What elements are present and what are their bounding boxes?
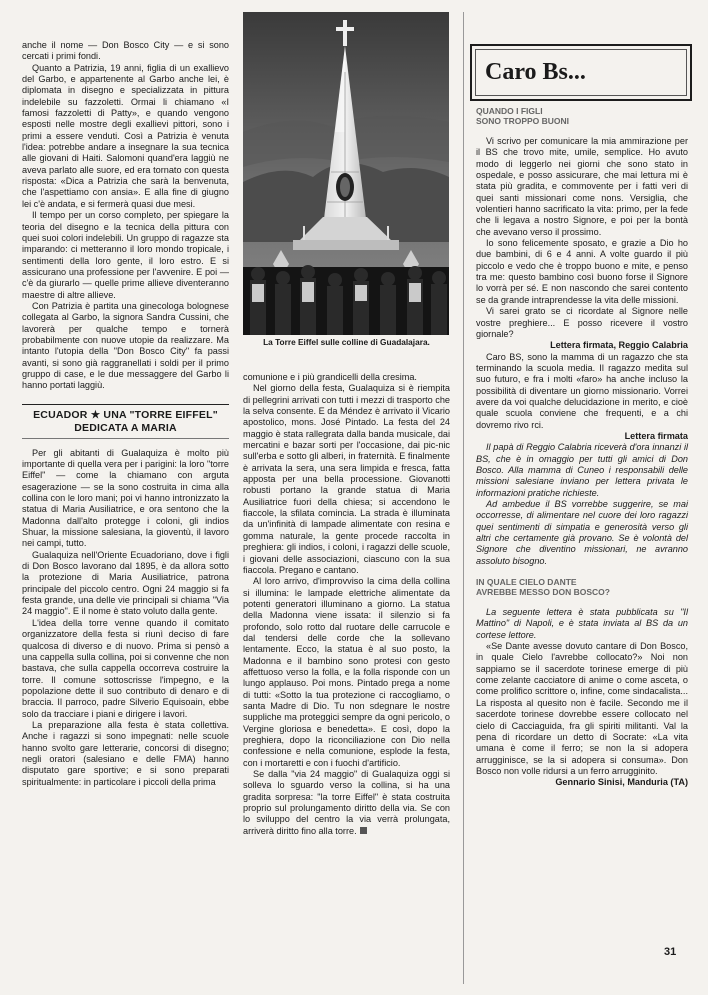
paragraph: Vi sarei grato se ci ricordate al Signore nelle vostre preghiere... E posso ricevere il vostro giornale? [476,306,688,339]
editor-intro: La seguente lettera è stata pubblicata su "Il Mattino" di Napoli, e è stata inviata al BS da un cortese lettore. [476,607,688,640]
letter-signature: Gennario Sinisi, Manduria (TA) [555,777,688,788]
paragraph: Per gli abitanti di Gualaquiza è molto più importante di quella vera per i parigini: la loro "torre Eiffel" — come la chiamano con arguta esagerazione — se la sono costruita in cima alla collina con le loro mani; poi vi hanno intronizzato la statua di Maria Ausiliatrice, e ora sentono che la Madonna dall'alto protegge i coloni, gli indios Shuar, la missione salesiana, la gioventù, il lavoro nei campi, tutto. [22,447,229,549]
editor-reply: Ad ambedue il BS vorrebbe suggerire, se mai occorresse, di alimentare nel cuore dei loro ragazzi quei sentimenti di simpatia e generosità verso gli altri che certamente già provano. Se è volontà del Signore che diventino missionari, ne avranno assoluto bisogno. [476,499,688,566]
letter-signature: Lettera firmata [624,430,688,441]
section-title: Caro Bs... [485,59,586,85]
article-headline [22,405,229,438]
paragraph: comunione e i più grandicelli della cresima. [243,372,417,382]
paragraph: Con Patrizia è partita una ginecologa bolognese collegata al Garbo, la signora Sandra Cussini, che lavorerà per qualche tempo e tornerà probabilmente con nuove utopie da realizzare. Ma intanto l'utopia della "Don Bosco City" fa passi avanti, si sono già raggranellati i soldi per il primo gruppo di case, e le due messaggere del Garbo li hanno portati laggiù. [22,300,229,391]
divider [22,438,229,439]
letter-signature: Lettera firmata, Reggio Calabria [550,340,688,351]
column-middle [243,372,450,837]
paragraph: Nel giorno della festa, Gualaquiza si è riempita di pellegrini arrivati con tutti i mezzi di trasporto che la selva consente. E da Méndez è arrivato il Vicario apostolico, mons. José Pintado. La festa del 24 maggio è stata rallegrata dalla banda musicale, dai mercatini e bazar sorti per l'occasione, dai pic-nic sull'erba e sotto gli alberi, in fraternità. E finalmente è arrivata la sera, una sera limpida e fresca, fatta apposta per una bella processione. Giovanotti robusti portano la grande statua di Maria Ausiliatrice fuori della chiesa; si accendono le fiaccole, la sfilata comincia. La strada è illuminata da un'infinità di lampade alimentate con resina e gomma naturale, la gente procede raccolta in preghiera: gli indios, i coloni, i ragazzi delle scuole, i giovani delle associazioni, ciascuno con la sua fiaccola. Pregano e cantano. [243,383,450,575]
paragraph-text: Se dalla "via 24 maggio" di Gualaquiza oggi si solleva lo sguardo verso la collina, si ha una gradita sorpresa: "la torre Eiffel" è stata costruita proprio sul prolungamento diritto della via. Se con lo sviluppo del centro la via verrà prolungata, arriverà diritto fino alla torre. [243,769,450,836]
kicker-line: QUANDO I FIGLI [476,106,543,116]
paragraph: «Se Dante avesse dovuto cantare di Don Bosco, in quale Cielo l'avrebbe collocato?» Noi non sappiamo se il sacerdote torinese emerge di più come zelante cacciatore di anime o come asceta, o come prolifico scrittore o, infine, come sindacalista... La risposta al quesito non è facile. Secondo me il sacerdote torinese dovrebbe essere collocato nel cielo di Cacciaguida, fra gli spiriti militanti. Val la pena di ricordare un detto di Socrate: «La vita umana è come il ferro; se non la si adopera arrugginisce, se la si adopera si consuma». Don Bosco non volle ridursi a un ferro arrugginito. [476,641,688,776]
column-divider [463,12,464,984]
paragraph: Vi scrivo per comunicare la mia ammirazione per il BS che trovo mite, umile, semplice. Ho avuto modo di leggerlo nei giorni che sono stato in ospedale, e posso assicurare, che mai lettura mi è stata più gradita, e commovente per i fatti veri di quei santi missionari come nons. Versiglia, che volentieri hanno sacrificato la vita: primo, per la fede che li legava a nostro Signore, e poi per la bontà che avevano verso il prossimo. [476,136,688,237]
tower-photo [243,12,449,335]
paragraph: Quanto a Patrizia, 19 anni, figlia di un exallievo del Garbo, e appartenente al Garbo anche lei, è diplomata in disegno e specializzata in pittura indelebile su fazzoletti. Ormai li chiamano «I famosi fazzoletti di Patty», e quando vengono esposti nelle mostre degli exallievi pittori, sono i primi a essere venduti. Così a Patrizia è venuta l'idea: potrebbe andare a insegnare la sua tecnica alle giovani di Haiti. Salomoni quand'era laggiù ne aveva parlato alle suore, ed era tornato con questa risposta: «Dica a Patrizia che sarà la benvenuta, che l'aspettiamo con ansia». E alla fine di giugno lei c'è andata, e si fermerà quasi due mesi. [22,62,229,209]
paragraph: anche il nome — Don Bosco City — e si sono cercati i primi fondi. [22,40,229,62]
paragraph: La preparazione alla festa è stata collettiva. Anche i ragazzi si sono impegnati: nelle scuole hanno svolto gare letterarie, concorsi di disegno; negli oratori (salesiano e delle FMA) hanno disputato gare sportive; e si sono preparati spiritualmente: in particolare i piccoli della prima [22,719,229,787]
paragraph: Il tempo per un corso completo, per spiegare la teoria del disegno e la tecnica della pittura con quei suoi colori indelebili. Un gruppo di ragazze sta imparando: ci metteranno il loro mondo tropicale, i sentimenti della loro gente, il loro estro. E si assicurano una professione per l'avvenire. E poi — c'è da giurarlo — quelle prime allieve diventeranno maestre di altre allieve. [22,210,229,300]
page-number: 31 [664,946,677,958]
end-of-article-mark [360,827,367,834]
tower-photo-image [243,12,449,335]
letter-kicker [476,577,688,597]
paragraph: Io sono felicemente sposato, e grazie a Dio ho due bambini, di 6 e 4 anni. A volte guardo il più piccolo e vedo che è troppo buono e mite, e penso tra me: questo bambino così buono forse il Signore lo vorrà per sé. E non nascondo che sarei contento se da grande intraprendesse la vita delle missioni. [476,238,688,305]
column-left [22,40,229,788]
kicker-line: SONO TROPPO BUONI [476,116,570,126]
paragraph: Gualaquiza nell'Oriente Ecuadoriano, dove i figli di Don Bosco lavorano dal 1895, è da allora sotto la protezione di Maria Ausiliatrice, patrona principale del piccolo centro. Ogni 24 maggio si fa festa grande, una delle vie principali si chiama "Via 24 maggio". E il nome è stato voluto dalla gente. [22,549,229,617]
headline-line-2: DEDICATA A MARIA [74,421,177,434]
kicker-line: AVREBBE MESSO DON BOSCO? [476,587,610,598]
column-right [476,106,688,789]
headline-line-1: ECUADOR ★ UNA "TORRE EIFFEL" [33,408,218,421]
paragraph [243,769,450,837]
editor-reply: Il papà di Reggio Calabria riceverà d'ora innanzi il BS, che è in omaggio per tutti gli amici di Don Bosco. Alla mamma di Cuneo i responsabili delle missioni salesiane inviano per lettera privata le informazioni pratiche richieste. [476,442,688,498]
letter-kicker [476,106,688,126]
paragraph: L'idea della torre venne quando il comitato organizzatore della festa si riunì deciso di fare qualcosa di diverso e di nuovo. Prima si pensò a una cappella sulla collina, poi si convenne che non bastava, che sulla cappella occorreva costruire la torre. Il comune sottoscrisse l'impegno, e la popolazione dette il suo contributo di denaro e di braccia. Il parroco, padre Silverio Equisoain, ebbe solo da tracciare i piani e dirigere i lavori. [22,617,229,719]
paragraph: Caro BS, sono la mamma di un ragazzo che sta terminando la scuola media. Il ragazzo medita sul suo futuro, e fra i molti «faro» ha anche incluso la possibilità di diventare un giorno missionario. Vorrei avere da voi qualche delucidazione in merito, e cioè quale scuola conviene che frequenti, e a chi dovremo rivo rci. [476,351,688,430]
section-title-box [470,44,692,101]
photo-caption: La Torre Eiffel sulle colline di Guadalajara. [263,337,430,347]
paragraph: Al loro arrivo, d'improvviso la cima della collina si illumina: le lampade elettriche alimentate da potenti generatori illuminano a giorno. La statua della Madonna viene issata: il silenzio si fa profondo, solo rotto dal ruotare delle carrucole e dal tendersi delle corde che la sollevano lentamente. Ecco, la statua è al suo posto, la Madonna e il bambino sono protesi con gesto affettuoso verso la folla, e la folla risponde con un lungo applauso. Poi mons. Pintado prega a nome di tutti: «Sotto la tua protezione ci raccogliamo, o santa Madre di Dio. Tu non sdegnare le nostre suppliche ma proteggici sempre da ogni pericolo, o Vergine gloriosa e benedetta». E così, dopo la preghiera, dopo la riconciliazione con Dio nella confessione e nella comunione, esplode la festa, con i mortaretti e con i fuochi d'artificio. [243,576,450,768]
section-title-frame [475,49,687,96]
kicker-line: IN QUALE CIELO DANTE [476,577,577,588]
